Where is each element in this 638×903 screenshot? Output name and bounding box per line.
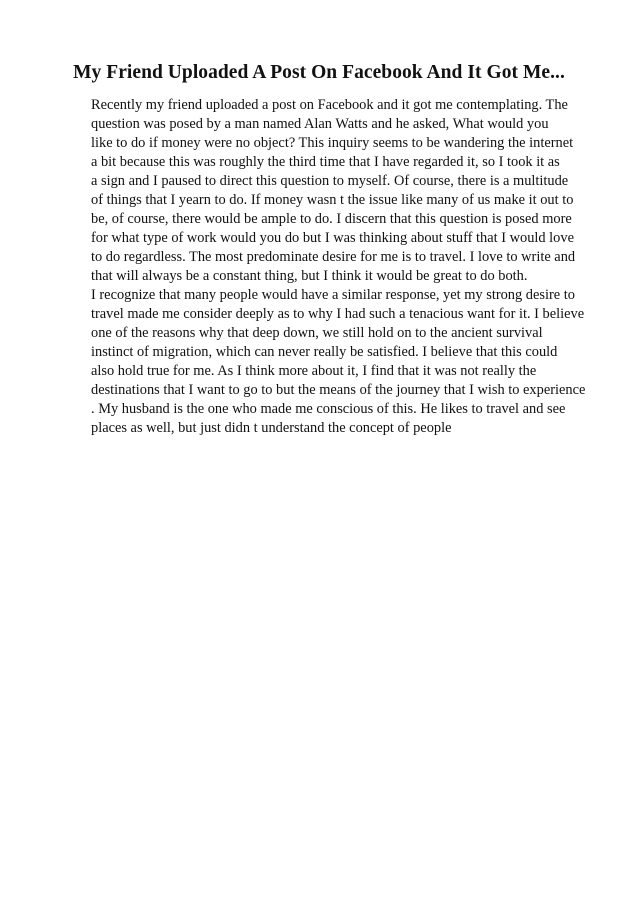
body-line: of things that I yearn to do. If money wasn t the issue like many of us make it out to: [91, 192, 574, 208]
body-line: be, of course, there would be ample to do. I discern that this question is posed more: [91, 211, 572, 227]
body-line: for what type of work would you do but I was thinking about stuff that I would love: [91, 230, 574, 246]
body-line: destinations that I want to go to but the means of the journey that I wish to experience: [91, 382, 586, 398]
body-line: like to do if money were no object? This inquiry seems to be wandering the internet: [91, 135, 574, 151]
body-line: I recognize that many people would have a similar response, yet my strong desire to: [91, 287, 575, 303]
document-title: My Friend Uploaded A Post On Facebook And It Got Me...: [73, 62, 565, 83]
body-line: instinct of migration, which can never really be satisfied. I believe that this could: [91, 344, 558, 360]
body-line: that will always be a constant thing, but I think it would be great to do both.: [91, 268, 528, 284]
body-line: Recently my friend uploaded a post on Facebook and it got me contemplating. The: [91, 97, 568, 113]
body-line: places as well, but just didn t understand the concept of people: [91, 420, 452, 436]
body-line: also hold true for me. As I think more about it, I find that it was not really the: [91, 363, 537, 379]
body-line: a bit because this was roughly the third time that I have regarded it, so I took it as: [91, 154, 560, 170]
body-line: question was posed by a man named Alan Watts and he asked, What would you: [91, 116, 549, 132]
body-line: a sign and I paused to direct this question to myself. Of course, there is a multitude: [91, 173, 569, 189]
document-body: [91, 96, 611, 438]
body-line: . My husband is the one who made me conscious of this. He likes to travel and see: [91, 401, 566, 417]
body-line: to do regardless. The most predominate desire for me is to travel. I love to write and: [91, 249, 576, 265]
body-line: one of the reasons why that deep down, we still hold on to the ancient survival: [91, 325, 543, 341]
body-line: travel made me consider deeply as to why I had such a tenacious want for it. I believe: [91, 306, 585, 322]
